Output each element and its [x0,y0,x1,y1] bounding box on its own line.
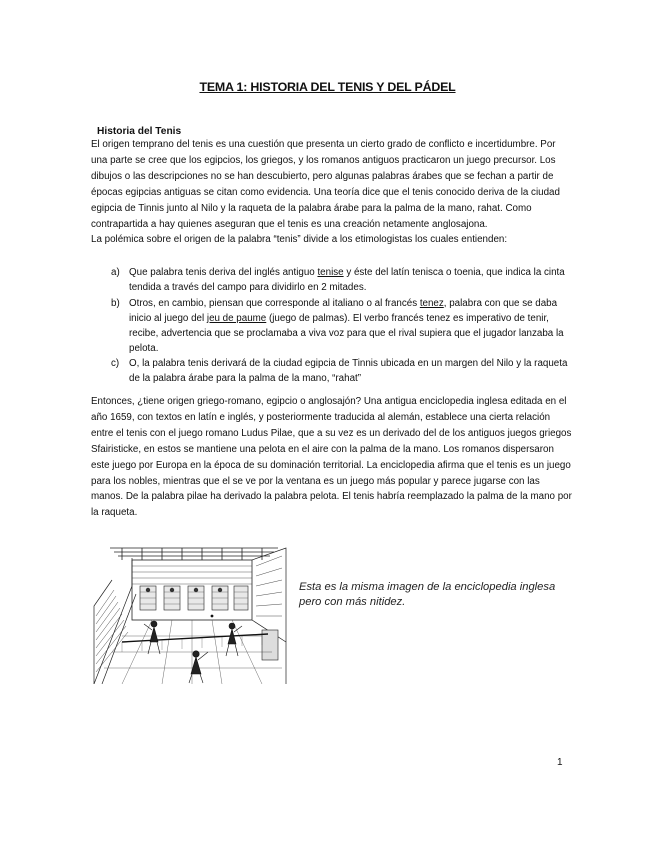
section-heading: Historia del Tenis [97,126,182,137]
theory-a-text-end: y éste del latín tenisca o toenia, que indica la cinta tendida a través del campo para dividirlo en 2 mitades. [129,267,565,293]
term-tenise: tenise [317,267,344,278]
intro-paragraph: El origen temprano del tenis es una cuestión que presenta un cierto grado de conflicto e incertidumbre. Por una parte se cree que los egipcios, los griegos, y los romanos antiguos practicaron un juego precursor. Los dibujos o las descripciones no se han descubierto, pero algunas palabras árabes que se fechan a partir de épocas egipcias antiguas se citan como evidencia. Una teoría dice que el tenis conocido deriva de la ciudad egipcia de Tinnis junto al Nilo y la raqueta de la palabra árabe para la palma de la mano, rahat. Como contrapartida a hay quienes aseguran que el tenis es una creación netamente anglosajona. [91,139,560,230]
list-marker: a) [111,267,120,278]
list-item [91,357,573,387]
closing-paragraph: Entonces, ¿tiene origen griego-romano, egipcio o anglosajón? Una antigua enciclopedia inglesa editada en el año 1659, con textos en latín e inglés, y posteriormente traducida al alemán, establece una cierta relación entre el tenis con el juego romano Ludus Pilae, que a su vez es un derivado del de los antiguos juegos griegos Sfairisticke, en estos se mantiene una pelota en el aire con la palma de la mano. Los romanos dispersaron este juego por Europa en la época de su dominación territorial. La enciclopedia afirma que el tenis es un juego para los nobles, mientras que el se ve por la ventana es un juego más popular y parece jugarse con las manos. De la palabra pilae ha derivado la palabra pelota. El tenis habría reemplazado la palma de la mano por la raqueta. [91,396,572,519]
image-caption: Esta es la misma imagen de la enciclopedia inglesa pero con más nitidez. [299,581,556,608]
theory-b-text-middle: , palabra con que se daba inicio al juego del [129,297,558,324]
theory-b-text-end: (juego de palmas). El verbo francés tenez es imperativo de tenir, recibe, advertencia que se proclamaba a viva voz para que el rival supiera que el jugador lanzaba la pelota. [129,312,564,354]
list-item [91,297,573,357]
lead-sentence: La polémica sobre el origen de la palabra “tenis” divide a los etimologistas los cuales entienden: [91,234,508,246]
encyclopedia-engraving-illustration [92,546,288,684]
term-tenez: tenez [419,297,444,309]
theory-b-text-start: Otros, en cambio, piensan que corresponde al italiano o al francés [129,297,420,309]
list-marker: b) [111,297,120,309]
page-number: 1 [557,757,563,768]
list-item [91,266,573,296]
theory-a-text-start: Que palabra tenis deriva del inglés antiguo [129,267,318,278]
term-jeu-de-paume: jeu de paume [206,312,267,324]
closing-text [91,394,573,521]
theory-c-text: O, la palabra tenis derivará de la ciudad egipcia de Tinnis ubicada en un margen del Nilo y la raqueta de la palabra árabe para la palma de la mano, “rahat” [129,358,568,385]
list-marker: c) [111,358,120,370]
intro-text [91,137,573,248]
page-title: TEMA 1: HISTORIA DEL TENIS Y DEL PÁDEL [199,80,456,94]
theory-list [91,266,573,388]
